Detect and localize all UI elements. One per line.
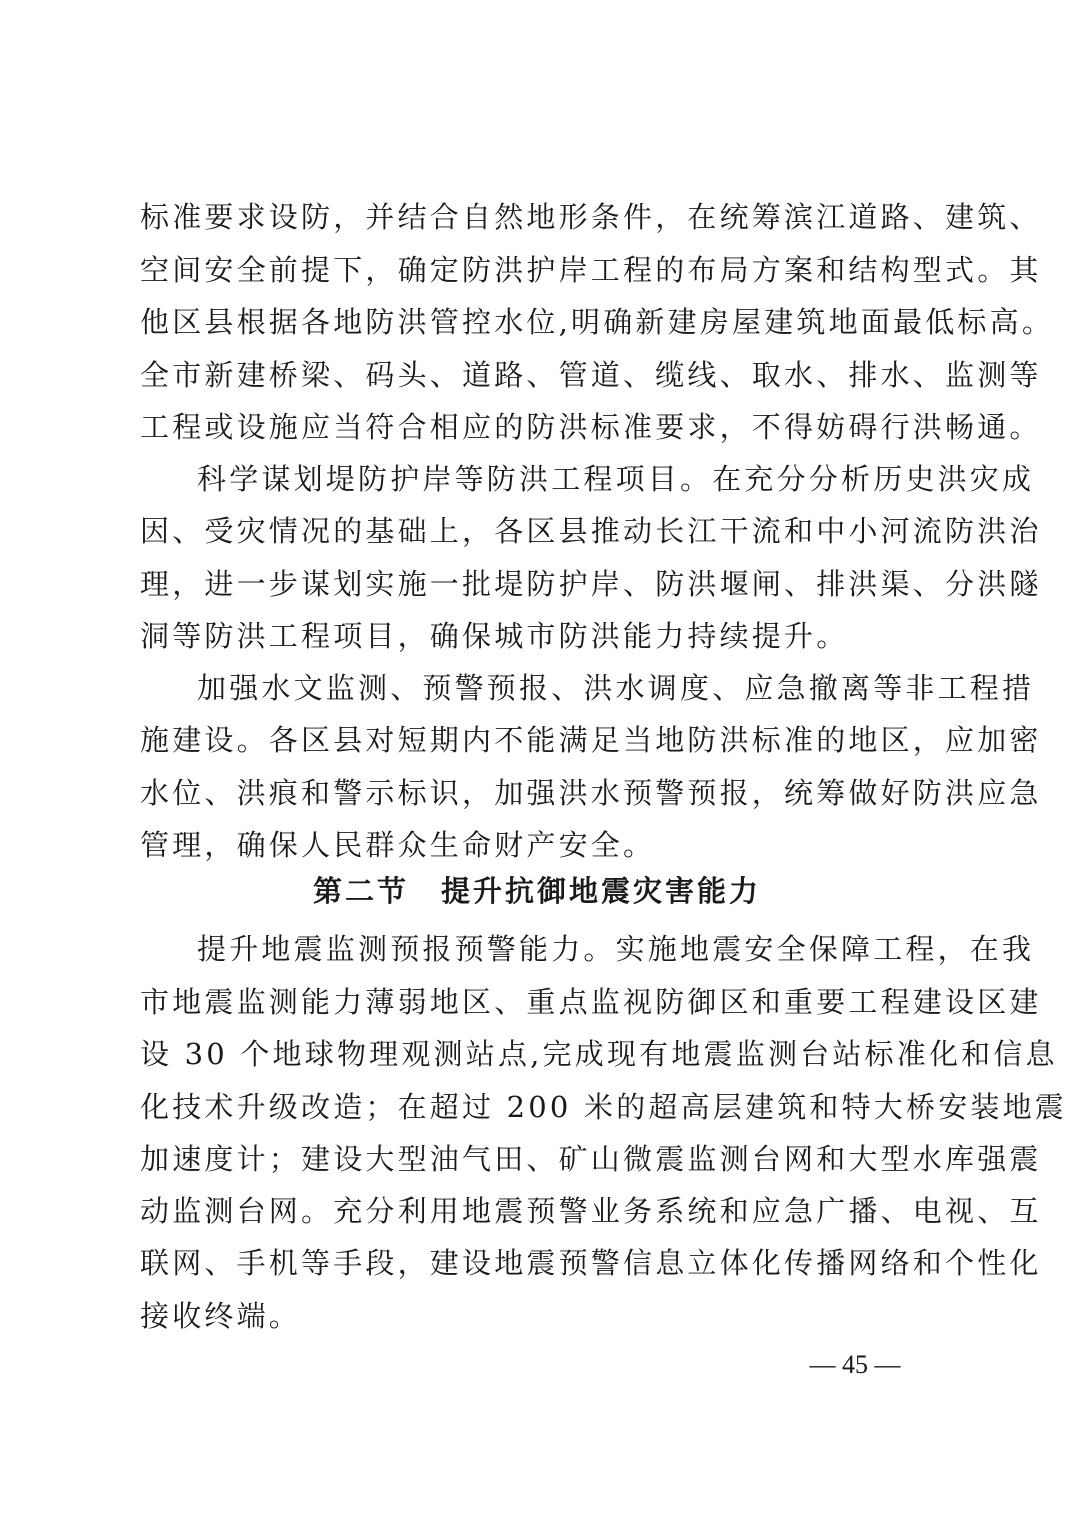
paragraph-line: 市地震监测能力薄弱地区、重点监视防御区和重要工程建设区建 <box>140 985 1042 1019</box>
paragraph-line: 科学谋划堤防护岸等防洪工程项目。在充分分析历史洪灾成 <box>197 462 1035 496</box>
paragraph-line: 动监测台网。充分利用地震预警业务系统和应急广播、电视、互 <box>140 1194 1042 1228</box>
paragraph-line: 加速度计；建设大型油气田、矿山微震监测台网和大型水库强震 <box>140 1142 1042 1176</box>
paragraph-line: 标准要求设防，并结合自然地形条件，在统筹滨江道路、建筑、 <box>140 200 1042 234</box>
paragraph-line: 施建设。各区县对短期内不能满足当地防洪标准的地区，应加密 <box>140 723 1042 757</box>
paragraph-line: 理，进一步谋划实施一批堤防护岸、防洪堰闸、排洪渠、分洪隧 <box>140 567 1042 601</box>
paragraph-line: 水位、洪痕和警示标识，加强洪水预警预报，统筹做好防洪应急 <box>140 776 1042 810</box>
paragraph-line: 提升地震监测预报预警能力。实施地震安全保障工程，在我 <box>197 932 1035 966</box>
paragraph-line: 因、受灾情况的基础上，各区县推动长江干流和中小河流防洪治 <box>140 514 1042 548</box>
paragraph-line: 接收终端。 <box>140 1299 302 1333</box>
paragraph-line: 联网、手机等手段，建设地震预警信息立体化传播网络和个性化 <box>140 1246 1042 1280</box>
paragraph-line: 加强水文监测、预警预报、洪水调度、应急撤离等非工程措 <box>197 671 1035 705</box>
page-number: — 45 — <box>809 1350 901 1379</box>
paragraph-line: 设 30 个地球物理观测站点,完成现有地震监测台站标准化和信息 <box>140 1037 1058 1071</box>
paragraph-line: 化技术升级改造；在超过 200 米的超高层建筑和特大桥安装地震 <box>140 1090 1067 1124</box>
section-heading: 第二节 提升抗御地震灾害能力 <box>312 874 761 908</box>
paragraph-line: 空间安全前提下，确定防洪护岸工程的布局方案和结构型式。其 <box>140 253 1042 287</box>
paragraph-line: 全市新建桥梁、码头、道路、管道、缆线、取水、排水、监测等 <box>140 358 1042 392</box>
paragraph-line: 工程或设施应当符合相应的防洪标准要求，不得妨碍行洪畅通。 <box>140 410 1042 444</box>
paragraph-line: 他区县根据各地防洪管控水位,明确新建房屋建筑地面最低标高。 <box>140 305 1055 339</box>
paragraph-line: 管理，确保人民群众生命财产安全。 <box>140 828 656 862</box>
paragraph-line: 洞等防洪工程项目，确保城市防洪能力持续提升。 <box>140 619 849 653</box>
